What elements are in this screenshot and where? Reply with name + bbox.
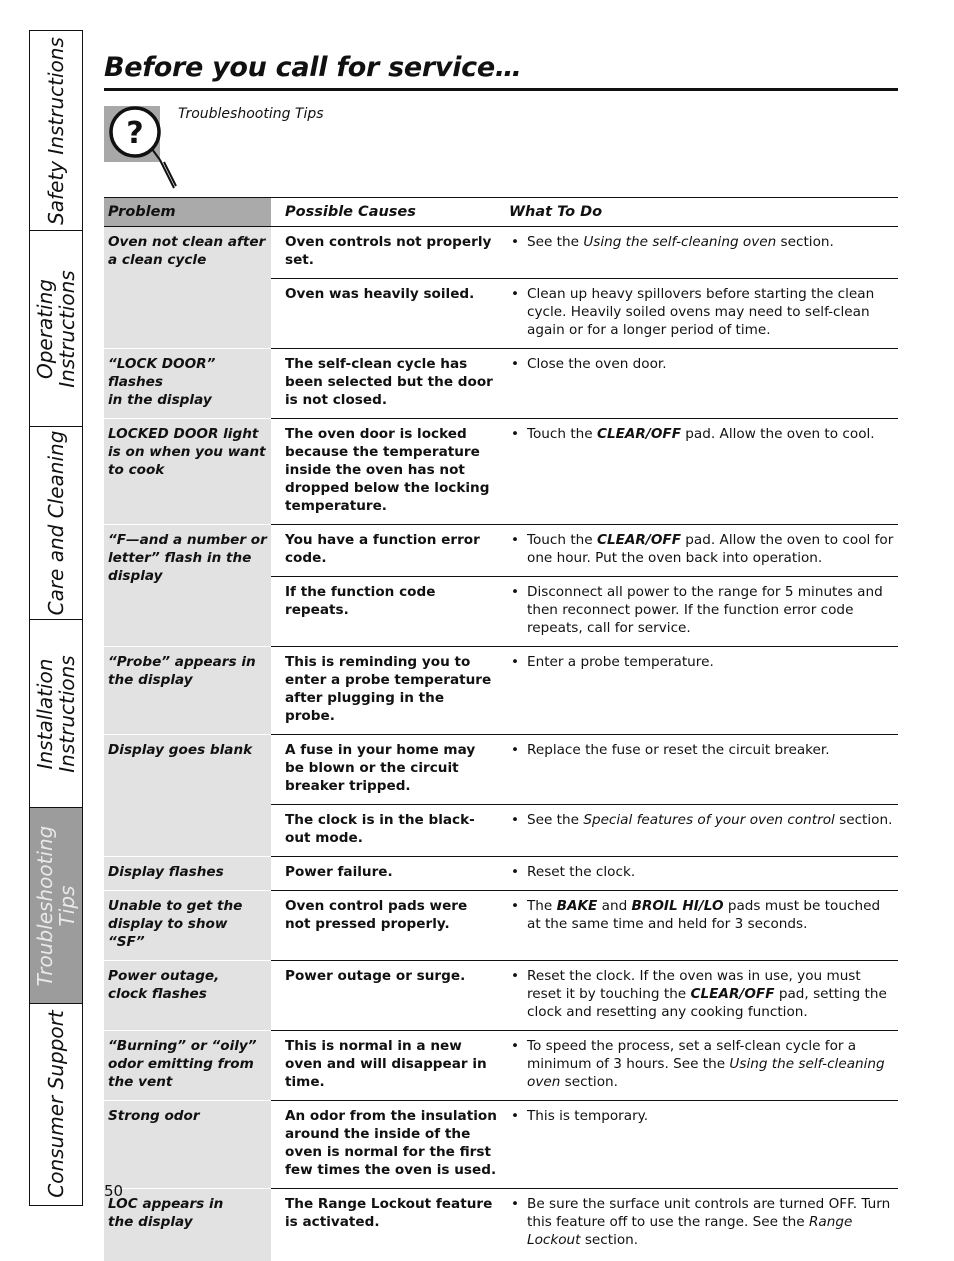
todo-cell: • This is temporary. xyxy=(501,1101,898,1189)
table-header-row xyxy=(104,198,898,227)
problem-cell: Strong odor xyxy=(104,1101,271,1189)
cause-cell: Oven was heavily soiled. xyxy=(271,279,501,349)
table-row xyxy=(104,419,898,525)
header-possible-causes: Possible Causes xyxy=(271,198,501,227)
tab-label: Safety Instructions xyxy=(45,37,67,225)
table-row xyxy=(104,891,898,961)
troubleshooting-table xyxy=(104,197,898,1261)
title-divider xyxy=(104,88,898,91)
todo-cell: • Close the oven door. xyxy=(501,349,898,419)
tab-label: Care and Cleaning xyxy=(45,431,67,616)
tab-label: Tips xyxy=(56,825,78,986)
todo-cell: • Reset the clock. xyxy=(501,857,898,891)
table-row xyxy=(104,647,898,735)
table-row xyxy=(104,961,898,1031)
problem-cell: Unable to get the display to show “SF” xyxy=(104,891,271,961)
tab-label: Instructions xyxy=(56,270,78,387)
tab-operating-instructions[interactable] xyxy=(30,231,82,427)
todo-cell: • See the Using the self-cleaning oven section. xyxy=(501,227,898,279)
table-row xyxy=(104,349,898,419)
cause-cell: The clock is in the black-out mode. xyxy=(271,805,501,857)
table-row xyxy=(104,857,898,891)
table-row xyxy=(104,1031,898,1101)
problem-cell: Oven not clean after a clean cycle xyxy=(104,227,271,349)
cause-cell: If the function code repeats. xyxy=(271,577,501,647)
problem-cell: “LOCK DOOR” flashes in the display xyxy=(104,349,271,419)
problem-cell: Power outage, clock flashes xyxy=(104,961,271,1031)
cause-cell: Power outage or surge. xyxy=(271,961,501,1031)
table-row xyxy=(104,1189,898,1261)
problem-cell: LOC appears in the display xyxy=(104,1189,271,1261)
cause-cell: The oven door is locked because the temperature inside the oven has not dropped below the locking temperature. xyxy=(271,419,501,525)
todo-cell: • Clean up heavy spillovers before starting the clean cycle. Heavily soiled ovens may need to self-clean again or for a longer period of time. xyxy=(501,279,898,349)
section-tabs xyxy=(29,30,83,1206)
cause-cell: The Range Lockout feature is activated. xyxy=(271,1189,501,1261)
problem-cell: Display flashes xyxy=(104,857,271,891)
problem-cell: “F—and a number or letter” flash in the display xyxy=(104,525,271,647)
tab-care-and-cleaning[interactable] xyxy=(30,427,82,620)
cause-cell: You have a function error code. xyxy=(271,525,501,577)
problem-cell: LOCKED DOOR light is on when you want to cook xyxy=(104,419,271,525)
tab-label: Installation xyxy=(34,655,56,772)
tab-installation-instructions[interactable] xyxy=(30,620,82,808)
table-row xyxy=(104,227,898,279)
cause-cell: This is normal in a new oven and will disappear in time. xyxy=(271,1031,501,1101)
svg-text:?: ? xyxy=(126,116,143,151)
page-title: Before you call for service… xyxy=(104,52,522,83)
todo-cell: • Be sure the surface unit controls are turned OFF. Turn this feature off to use the range. See the Range Lockout section. xyxy=(501,1189,898,1261)
cause-cell: Oven control pads were not pressed properly. xyxy=(271,891,501,961)
cause-cell: Oven controls not properly set. xyxy=(271,227,501,279)
tab-label: Consumer Support xyxy=(45,1010,67,1197)
tab-label: Operating xyxy=(34,270,56,387)
todo-cell: • Replace the fuse or reset the circuit breaker. xyxy=(501,735,898,805)
table-row xyxy=(104,735,898,805)
todo-cell: • Enter a probe temperature. xyxy=(501,647,898,735)
cause-cell: This is reminding you to enter a probe temperature after plugging in the probe. xyxy=(271,647,501,735)
todo-cell: • The BAKE and BROIL HI/LO pads must be touched at the same time and held for 3 seconds. xyxy=(501,891,898,961)
todo-cell: • To speed the process, set a self-clean cycle for a minimum of 3 hours. See the Using the self-cleaning oven section. xyxy=(501,1031,898,1101)
todo-cell: • Reset the clock. If the oven was in use, you must reset it by touching the CLEAR/OFF pad, setting the clock and resetting any cooking function. xyxy=(501,961,898,1031)
question-mark-icon xyxy=(104,102,184,192)
todo-cell: • Touch the CLEAR/OFF pad. Allow the oven to cool for one hour. Put the oven back into operation. xyxy=(501,525,898,577)
todo-cell: • Touch the CLEAR/OFF pad. Allow the oven to cool. xyxy=(501,419,898,525)
problem-cell: “Burning” or “oily” odor emitting from the vent xyxy=(104,1031,271,1101)
problem-cell: “Probe” appears in the display xyxy=(104,647,271,735)
tab-safety-instructions[interactable] xyxy=(30,31,82,231)
header-problem: Problem xyxy=(104,198,271,227)
tab-troubleshooting-tips[interactable] xyxy=(30,808,82,1004)
tab-consumer-support[interactable] xyxy=(30,1004,82,1204)
cause-cell: A fuse in your home may be blown or the circuit breaker tripped. xyxy=(271,735,501,805)
todo-cell: • See the Special features of your oven control section. xyxy=(501,805,898,857)
todo-cell: • Disconnect all power to the range for 5 minutes and then reconnect power. If the function error code repeats, call for service. xyxy=(501,577,898,647)
tab-label: Troubleshooting xyxy=(34,825,56,986)
problem-cell: Display goes blank xyxy=(104,735,271,857)
section-subtitle: Troubleshooting Tips xyxy=(178,106,324,122)
tab-label: Instructions xyxy=(56,655,78,772)
cause-cell: The self-clean cycle has been selected but the door is not closed. xyxy=(271,349,501,419)
cause-cell: An odor from the insulation around the inside of the oven is normal for the first few times the oven is used. xyxy=(271,1101,501,1189)
header-what-to-do: What To Do xyxy=(501,198,898,227)
table-row xyxy=(104,525,898,577)
cause-cell: Power failure. xyxy=(271,857,501,891)
table-row xyxy=(104,1101,898,1189)
page-number: 50 xyxy=(104,1182,123,1200)
